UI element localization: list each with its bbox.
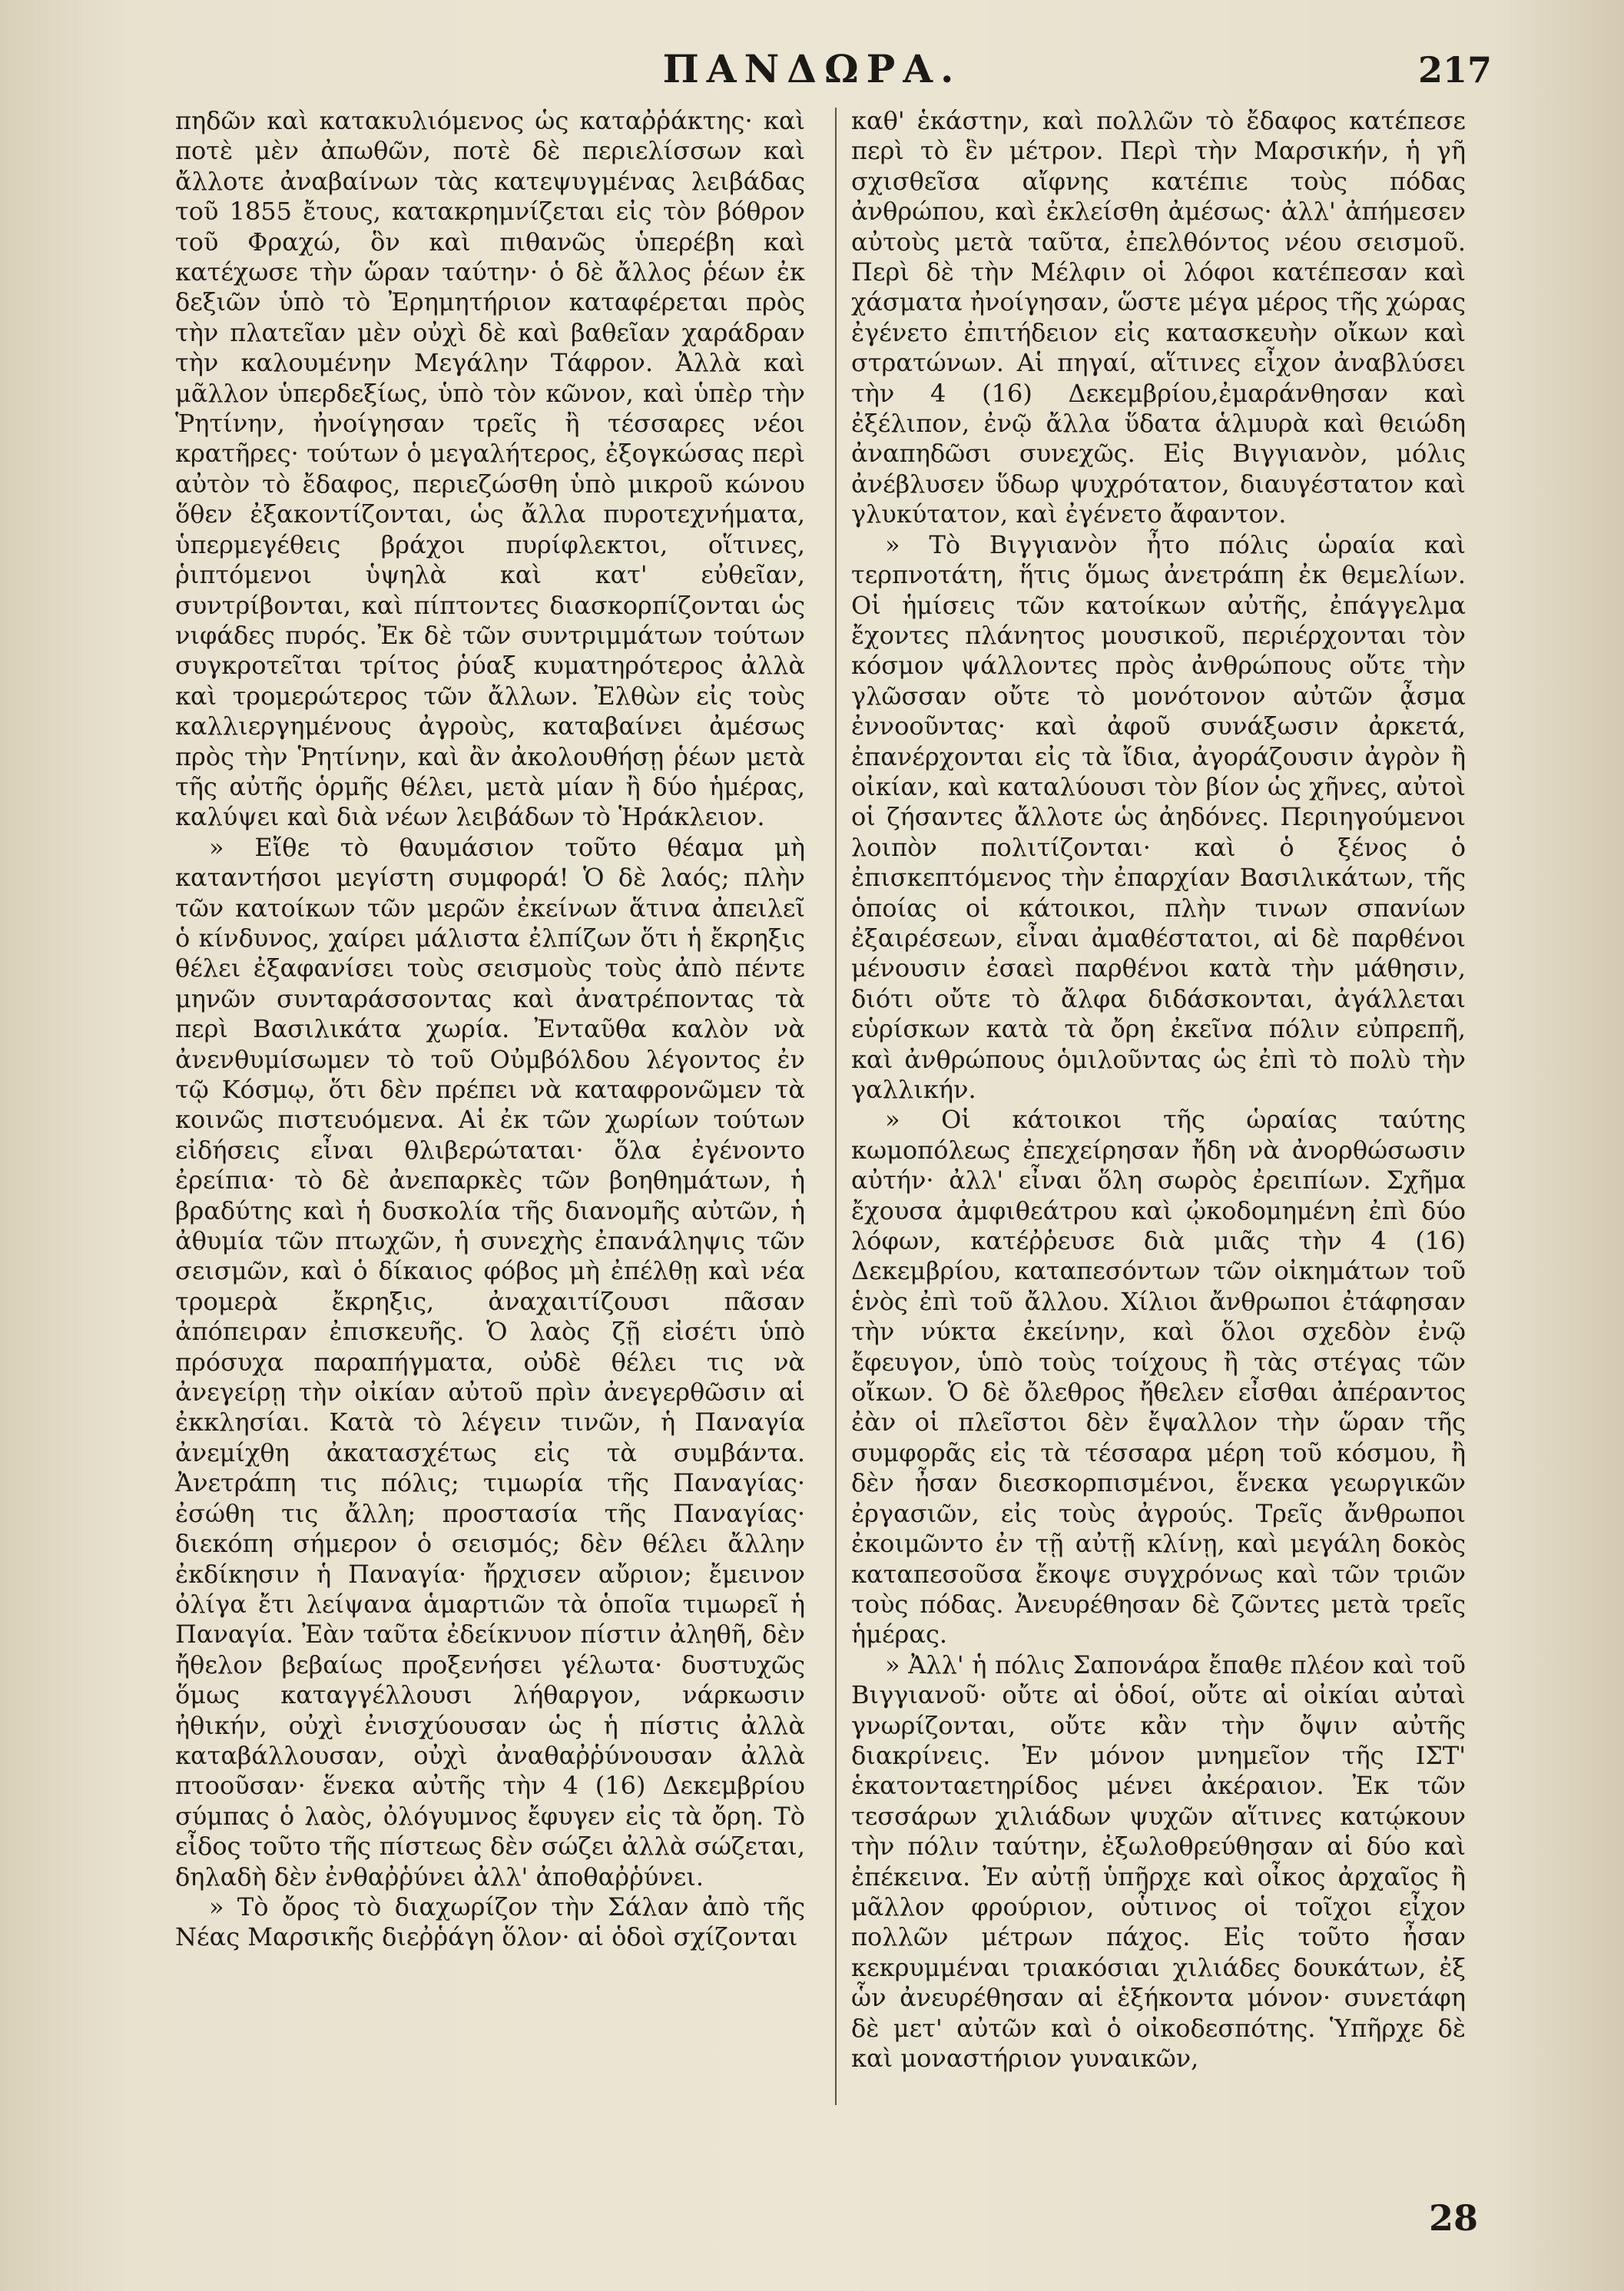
right-paragraph-2: » Τὸ Βιγγιανὸν ἦτο πόλις ὡραία καὶ τερπνοτάτη, ἥτις ὅμως ἀνετράπη ἐκ θεμελίων. Οἱ ἡμίσεις τῶν κατοίκων αὐτῆς, ἐπάγγελμα ἔχοντες πλάνητος μουσικοῦ, περιέρχονται τὸν κόσμον ψάλλοντες πρὸς ἀνθρώπους οὔτε τὴν γλῶσσαν οὔτε τὸ μονότονον αὐτῶν ᾆσμα ἐννοοῦντας· καὶ ἀφοῦ συνάξωσιν ἀρκετά, ἐπανέρχονται εἰς τὰ ἴδια, ἀγοράζουσιν ἀγρὸν ἢ οἰκίαν, καὶ καταλύουσι τὸν βίον ὡς χῆνες, αὐτοὶ οἱ ζήσαντες ἄλλοτε ὡς ἀηδόνες. Περιηγούμενοι λοιπὸν πολιτίζονται· καὶ ὁ ξένος ὁ ἐπισκεπτόμενος τὴν ἐπαρχίαν Βασιλικάτων, τῆς ὁποίας οἱ κάτοικοι, πλὴν τινων σπανίων ἐξαιρέσεων, εἶναι ἀμαθέστατοι, αἱ δὲ παρθένοι μένουσιν ἐσαεὶ παρθένοι κατὰ τὴν μάθησιν, διότι οὔτε τὸ ἄλφα διδάσκονται, ἀγάλλεται εὑρίσκων κατὰ τὰ ὄρη ἐκεῖνα πόλιν εὐπρεπῆ, καὶ ἀνθρώπους ὁμιλοῦντας ὡς ἐπὶ τὸ πολὺ τὴν γαλλικήν.: [851, 529, 1466, 1104]
running-title: ΠΑΝΔΩΡΑ.: [662, 46, 962, 91]
right-column: [851, 106, 1466, 2074]
page-number: 217: [1417, 49, 1492, 91]
left-column: [175, 106, 805, 1953]
column-divider: [835, 108, 837, 2105]
right-paragraph-1: καθ' ἑκάστην, καὶ πολλῶν τὸ ἔδαφος κατέπεσε περὶ τὸ ἓν μέτρον. Περὶ τὴν Μαρσικήν, ἡ γῆ σχισθεῖσα αἴφνης κατέπιε τοὺς πόδας ἀνθρώπου, καὶ ἐκλείσθη ἀμέσως· ἀλλ' ἀπήμεσεν αὐτοὺς μετὰ ταῦτα, ἐπελθόντος νέου σεισμοῦ. Περὶ δὲ τὴν Μέλφιν οἱ λόφοι κατέπεσαν καὶ χάσματα ἠνοίγησαν, ὥστε μέγα μέρος τῆς χώρας ἐγένετο ἐπιτήδειον εἰς κατασκευὴν οἴκων καὶ στρατώνων. Αἱ πηγαί, αἵτινες εἶχον ἀναβλύσει τὴν 4 (16) Δεκεμβρίου,ἐμαράνθησαν καὶ ἐξέλιπον, ἐνῷ ἄλλα ὕδατα ἁλμυρὰ καὶ θειώδη ἀναπηδῶσι συνεχῶς. Εἰς Βιγγιανὸν, μόλις ἀνέβλυσεν ὕδωρ ψυχρότατον, διαυγέστατον καὶ γλυκύτατον, καὶ ἐγένετο ἄφαντον.: [851, 106, 1466, 529]
left-paragraph-1: πηδῶν καὶ κατακυλιόμενος ὡς καταῤῥάκτης· καὶ ποτὲ μὲν ἀπωθῶν, ποτὲ δὲ περιελίσσων καὶ ἄλλοτε ἀναβαίνων τὰς κατεψυγμένας λειβάδας τοῦ 1855 ἔτους, κατακρημνίζεται εἰς τὸν βόθρον τοῦ Φραχώ, ὃν καὶ πιθανῶς ὑπερέβη καὶ κατέχωσε τὴν ὥραν ταύτην· ὁ δὲ ἄλλος ῥέων ἐκ δεξιῶν ὑπὸ τὸ Ἐρημητήριον καταφέρεται πρὸς τὴν πλατεῖαν μὲν οὐχὶ δὲ καὶ βαθεῖαν χαράδραν τὴν καλουμένην Μεγάλην Τάφρον. Ἀλλὰ καὶ μᾶλλον ὑπερδεξίως, ὑπὸ τὸν κῶνον, καὶ ὑπὲρ τὴν Ῥητίνην, ἠνοίγησαν τρεῖς ἢ τέσσαρες νέοι κρατῆρες· τούτων ὁ μεγαλήτερος, ἐξογκώσας περὶ αὐτὸν τὸ ἔδαφος, περιεζώσθη ὑπὸ μικροῦ κώνου ὅθεν ἐξακοντίζονται, ὡς ἄλλα πυροτεχνήματα, ὑπερμεγέθεις βράχοι πυρίφλεκτοι, οἵτινες, ῥιπτόμενοι ὑψηλὰ καὶ κατ' εὐθεῖαν, συντρίβονται, καὶ πίπτοντες διασκορπίζονται ὡς νιφάδες πυρός. Ἐκ δὲ τῶν συντριμμάτων τούτων συγκροτεῖται τρίτος ῥύαξ κυματηρότερος ἀλλὰ καὶ τρομερώτερος τῶν ἄλλων. Ἐλθὼν εἰς τοὺς καλλιεργημένους ἀγροὺς, καταβαίνει ἀμέσως πρὸς τὴν Ῥητίνην, καὶ ἂν ἀκολουθήσῃ ῥέων μετὰ τῆς αὐτῆς ὁρμῆς θέλει, μετὰ μίαν ἢ δύο ἡμέρας, καλύψει καὶ διὰ νέων λειβάδων τὸ Ἡράκλειον.: [175, 106, 805, 832]
left-paragraph-2: » Εἴθε τὸ θαυμάσιον τοῦτο θέαμα μὴ καταντήσοι μεγίστη συμφορά! Ὁ δὲ λαός; πλὴν τῶν κατοίκων τῶν μερῶν ἐκείνων ἅτινα ἀπειλεῖ ὁ κίνδυνος, χαίρει μάλιστα ἐλπίζων ὅτι ἡ ἔκρηξις θέλει ἐξαφανίσει τοὺς σεισμοὺς τοὺς ἀπὸ πέντε μηνῶν συνταράσσοντας καὶ ἀνατρέποντας τὰ περὶ Βασιλικάτα χωρία. Ἐνταῦθα καλὸν νὰ ἀνενθυμίσωμεν τὸ τοῦ Οὐμβόλδου λέγοντος ἐν τῷ Κόσμῳ, ὅτι δὲν πρέπει νὰ καταφρονῶμεν τὰ κοινῶς πιστευόμενα. Αἱ ἐκ τῶν χωρίων τούτων εἰδήσεις εἶναι θλιβερώταται· ὅλα ἐγένοντο ἐρείπια· τὸ δὲ ἀνεπαρκὲς τῶν βοηθημάτων, ἡ βραδύτης καὶ ἡ δυσκολία τῆς διανομῆς αὐτῶν, ἡ ἀθυμία τῶν πτωχῶν, ἡ συνεχὴς ἐπανάληψις τῶν σεισμῶν, καὶ ὁ δίκαιος φόβος μὴ ἐπέλθῃ καὶ νέα τρομερὰ ἔκρηξις, ἀναχαιτίζουσι πᾶσαν ἀπόπειραν ἐπισκευῆς. Ὁ λαὸς ζῇ εἰσέτι ὑπὸ πρόσυχα παραπήγματα, οὐδὲ θέλει τις νὰ ἀνεγείρῃ τὴν οἰκίαν αὐτοῦ πρὶν ἀνεγερθῶσιν αἱ ἐκκλησίαι. Κατὰ τὸ λέγειν τινῶν, ἡ Παναγία ἀνεμίχθη ἀκατασχέτως εἰς τὰ συμβάντα. Ἀνετράπη τις πόλις; τιμωρία τῆς Παναγίας· ἐσώθη τις ἄλλη; προστασία τῆς Παναγίας· διεκόπη σήμερον ὁ σεισμός; δὲν θέλει ἄλλην ἐκδίκησιν ἡ Παναγία· ἤρχισεν αὔριον; ἔμεινον ὀλίγα ἔτι λείψανα ἁμαρτιῶν τὰ ὁποῖα τιμωρεῖ ἡ Παναγία. Ἐὰν ταῦτα ἐδείκνυον πίστιν ἀληθῆ, δὲν ἤθελον βεβαίως προξενήσει γέλωτα· δυστυχῶς ὅμως καταγγέλλουσι λήθαργον, νάρκωσιν ἠθικήν, οὐχὶ ἐνισχύουσαν ὡς ἡ πίστις ἀλλὰ καταβάλλουσαν, οὐχὶ ἀναθαῤῥύνουσαν ἀλλὰ πτοοῦσαν· ἕνεκα αὐτῆς τὴν 4 (16) Δεκεμβρίου σύμπας ὁ λαὸς, ὀλόγυμνος ἔφυγεν εἰς τὰ ὄρη. Τὸ εἶδος τοῦτο τῆς πίστεως δὲν σώζει ἀλλὰ σώζεται, δηλαδὴ δὲν ἐνθαῤῥύνει ἀλλ' ἀποθαῤῥύνει.: [175, 832, 805, 1891]
signature-mark: 28: [1428, 2197, 1478, 2239]
left-paragraph-3: » Τὸ ὄρος τὸ διαχωρίζον τὴν Σάλαν ἀπὸ τῆς Νέας Μαρσικῆς διεῤῥάγη ὅλον· αἱ ὁδοὶ σχίζονται: [175, 1891, 805, 1952]
right-paragraph-3: » Οἱ κάτοικοι τῆς ὡραίας ταύτης κωμοπόλεως ἐπεχείρησαν ἤδη νὰ ἀνορθώσωσιν αὐτήν· ἀλλ' εἶναι ὅλη σωρὸς ἐρειπίων. Σχῆμα ἔχουσα ἀμφιθεάτρου καὶ ᾠκοδομημένη ἐπὶ δύο λόφων, κατέῤῥευσε διὰ μιᾶς τὴν 4 (16) Δεκεμβρίου, καταπεσόντων τῶν οἰκημάτων τοῦ ἑνὸς ἐπὶ τοῦ ἄλλου. Χίλιοι ἄνθρωποι ἐτάφησαν τὴν νύκτα ἐκείνην, καὶ ὅλοι σχεδὸν ἐνῷ ἔφευγον, ὑπὸ τοὺς τοίχους ἢ τὰς στέγας τῶν οἴκων. Ὁ δὲ ὄλεθρος ἤθελεν εἶσθαι ἀπέραντος ἐὰν οἱ πλεῖστοι δὲν ἔψαλλον τὴν ὥραν τῆς συμφορᾶς εἰς τὰ τέσσαρα μέρη τοῦ κόσμου, ἢ δὲν ἦσαν διεσκορπισμένοι, ἕνεκα γεωργικῶν ἐργασιῶν, εἰς τοὺς ἀγρούς. Τρεῖς ἄνθρωποι ἐκοιμῶντο ἐν τῇ αὐτῇ κλίνῃ, καὶ μεγάλη δοκὸς καταπεσοῦσα ἔκοψε συγχρόνως καὶ τῶν τριῶν τοὺς πόδας. Ἀνευρέθησαν δὲ ζῶντες μετὰ τρεῖς ἡμέρας.: [851, 1105, 1466, 1649]
right-paragraph-4: » Ἀλλ' ἡ πόλις Σαπονάρα ἔπαθε πλέον καὶ τοῦ Βιγγιανοῦ· οὔτε αἱ ὁδοί, οὔτε αἱ οἰκίαι αὐταὶ γνωρίζονται, οὔτε κἂν τὴν ὄψιν αὐτῆς διακρίνεις. Ἐν μόνον μνημεῖον τῆς ΙΣΤ' ἑκατονταετηρίδος μένει ἀκέραιον. Ἐκ τῶν τεσσάρων χιλιάδων ψυχῶν αἵτινες κατῴκουν τὴν πόλιν ταύτην, ἐξωλοθρεύθησαν αἱ δύο καὶ ἐπέκεινα. Ἐν αὐτῇ ὑπῆρχε καὶ οἶκος ἀρχαῖος ἢ μᾶλλον φρούριον, οὗτινος οἱ τοῖχοι εἶχον πολλῶν μέτρων πάχος. Εἰς τοῦτο ἦσαν κεκρυμμέναι τριακόσιαι χιλιάδες δουκάτων, ἐξ ὧν ἀνευρέθησαν αἱ ἑξήκοντα μόνον· συνετάφη δὲ μετ' αὐτῶν καὶ ὁ οἰκοδεσπότης. Ὑπῆρχε δὲ καὶ μοναστήριον γυναικῶν,: [851, 1649, 1466, 2073]
